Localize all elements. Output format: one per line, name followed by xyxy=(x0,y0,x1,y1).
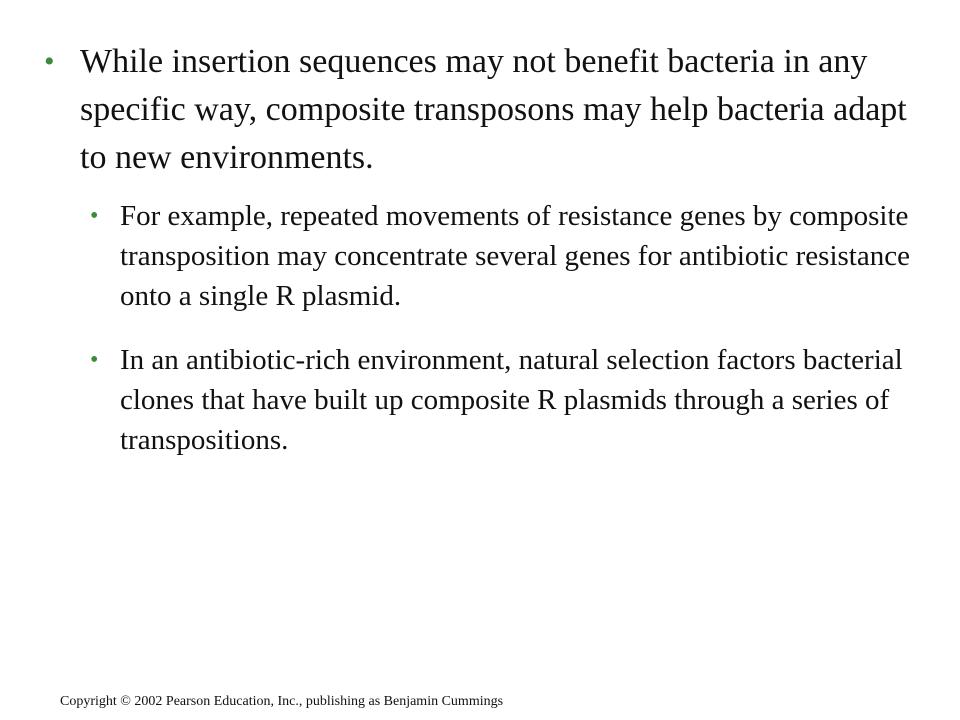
bullet-text-main: While insertion sequences may not benefit bacteria in any specific way, composite transposons may help bacteria adapt to new environments. xyxy=(80,43,907,176)
bullet-marker-icon: • xyxy=(44,45,55,78)
bullet-marker-icon: • xyxy=(90,347,99,373)
bullet-text-sub-example: For example, repeated movements of resistance genes by composite transposition may concentrate several genes for antibiotic resistance onto a single R plasmid. xyxy=(120,200,910,312)
bullet-item-sub-selection xyxy=(90,340,930,460)
bullet-text-sub-selection: In an antibiotic-rich environment, natural selection factors bacterial clones that have built up composite R plasmids through a series of transpositions. xyxy=(120,344,903,456)
bullet-marker-icon: • xyxy=(90,203,99,229)
copyright-footer: Copyright © 2002 Pearson Education, Inc., publishing as Benjamin Cummings xyxy=(60,694,504,709)
bullet-item-main xyxy=(44,38,924,182)
bullet-item-sub-example xyxy=(90,196,930,316)
